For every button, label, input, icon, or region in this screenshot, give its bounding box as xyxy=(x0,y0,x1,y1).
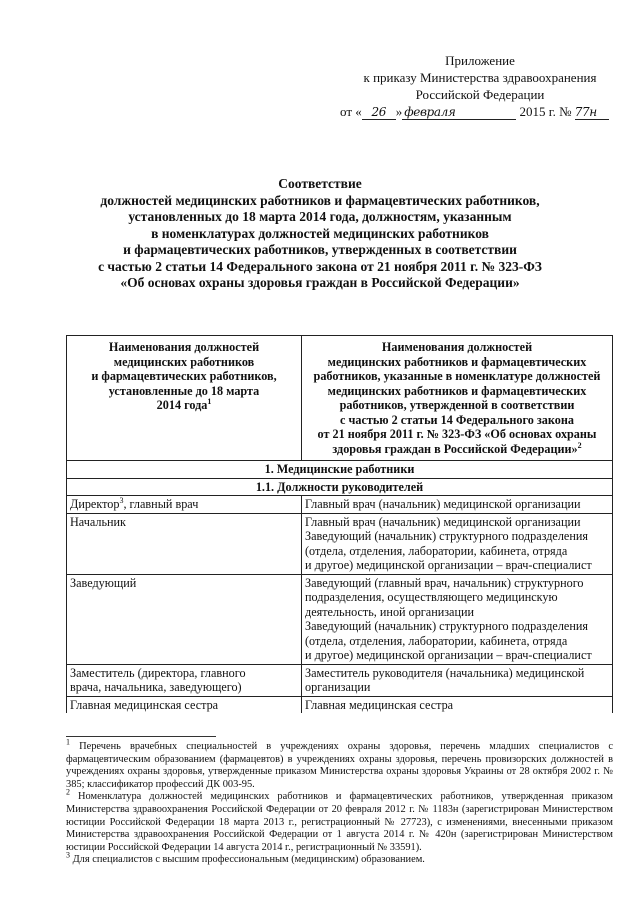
handwritten-month: февраля xyxy=(402,105,516,120)
new-position: Заместитель руководителя (начальника) медицинской организации xyxy=(302,664,613,696)
section-title: 1. Медицинские работники xyxy=(67,461,613,479)
table-row xyxy=(67,496,613,514)
date-mid: » xyxy=(395,104,403,119)
correspondence-table xyxy=(66,335,613,713)
new-position: Главный врач (начальник) медицинской организации Заведующий (начальник) структурного подразделения (отдела, отделения, лаборатории, кабинета, отряда и другое) медицинской организации – врач-специалист xyxy=(302,513,613,574)
header-right: Наименования должностей медицинских работников и фармацевтических работников, указанные в номенклатуре должностей медицинских работников и фармацевтических работников, утвержденной в соответствии с частью 2 статьи 14 Федерального закона от 21 ноября 2011 г. № 323-ФЗ «Об основах охраны здоровья граждан в Российской Федерации»$^2$ xyxy=(302,336,613,461)
old-position: Директор$^3$, главный врач xyxy=(67,496,302,514)
table-row xyxy=(67,664,613,696)
title-line: в номенклатурах должностей медицинских работников xyxy=(151,225,489,241)
old-position: Главная медицинская сестра xyxy=(67,696,302,713)
footnotes xyxy=(66,737,613,867)
old-position: Заместитель (директора, главного врача, начальника, заведующего) xyxy=(67,664,302,696)
old-position: Начальник xyxy=(67,513,302,574)
annex-date-line xyxy=(340,103,620,120)
footnote-ref-2: 2 xyxy=(577,440,582,450)
footnote-ref-3: 3 xyxy=(119,495,124,505)
table-row xyxy=(67,574,613,664)
new-position: Заведующий (главный врач, начальник) структурного подразделения, осуществляющего медицинскую деятельность, иной организации Заведующий (начальник) структурного подразделения (отдела, отделения, лаборатории, кабинета, отряда и другое) медицинской организации – врач-специалист xyxy=(302,574,613,664)
title-line: установленных до 18 марта 2014 года, должностям, указанным xyxy=(128,209,512,224)
footnote-2: $^2$ Номенклатура должностей медицинских работников и фармацевтических работников, утвержденная приказом Министерства здравоохранения Российской Федерации от 20 февраля 2012 г. № 1183н (зарегистрирован Министерством юстиции Российской Федерации 18 марта 2013 г., регистрационный № 27723), с изменениями, внесенными приказом Министерства здравоохранения Российской Федерации от 1 августа 2014 г. № 420н (зарегистрирован Министерством юстиции Российской Федерации 14 августа 2014 г., регистрационный № 33591). xyxy=(66,787,613,853)
table-row xyxy=(67,696,613,713)
title-line: должностей медицинских работников и фармацевтических работников, xyxy=(100,192,540,208)
footnote-separator xyxy=(66,736,216,737)
date-year: 2015 г. № xyxy=(519,104,572,119)
footnote-3: $^3$ Для специалистов с высшим профессиональным (медицинским) образованием. xyxy=(66,850,425,866)
subsection-title: 1.1. Должности руководителей xyxy=(67,478,613,496)
annex-country: Российской Федерации xyxy=(415,87,545,102)
footnote-1: $^1$ Перечень врачебных специальностей в учреждениях охраны здоровья, перечень младших специалистов с фармацевтическим образованием (фармацевтов) в учреждениях охраны здоровья, перечень провизорских должностей в учреждениях охраны здоровья, утвержденные приказом Министерства охраны здоровья Украины от 28 октября 2002 г. № 385; классификатор профессий ДК 003-95. xyxy=(66,737,613,790)
date-prefix: от « xyxy=(340,104,362,119)
header-left: Наименования должностей медицинских работников и фармацевтических работников, установленные до 18 марта 2014 года$^1$ xyxy=(67,336,302,461)
handwritten-day: 26 xyxy=(362,105,396,120)
subsection-row xyxy=(67,478,613,496)
title-line: «Об основах охраны здоровья граждан в Российской Федерации» xyxy=(120,275,520,290)
old-position: Заведующий xyxy=(67,574,302,664)
title-line: с частью 2 статьи 14 Федерального закона от 21 ноября 2011 г. № 323-ФЗ xyxy=(98,258,542,274)
new-position: Главная медицинская сестра xyxy=(302,696,613,713)
handwritten-order-number: 77н xyxy=(575,105,609,120)
title-line: Соответствие xyxy=(278,176,362,191)
new-position: Главный врач (начальник) медицинской организации xyxy=(302,496,613,514)
title-line: и фармацевтических работников, утвержденных в соответствии xyxy=(123,242,517,257)
footnote-ref-1: 1 xyxy=(207,396,212,406)
section-row xyxy=(67,461,613,479)
annex-label: Приложение xyxy=(445,53,515,68)
table-row xyxy=(67,513,613,574)
annex-order-ref: к приказу Министерства здравоохранения xyxy=(363,70,597,85)
table-header-row xyxy=(67,336,613,461)
annex-block xyxy=(340,52,620,120)
document-title xyxy=(80,176,560,292)
